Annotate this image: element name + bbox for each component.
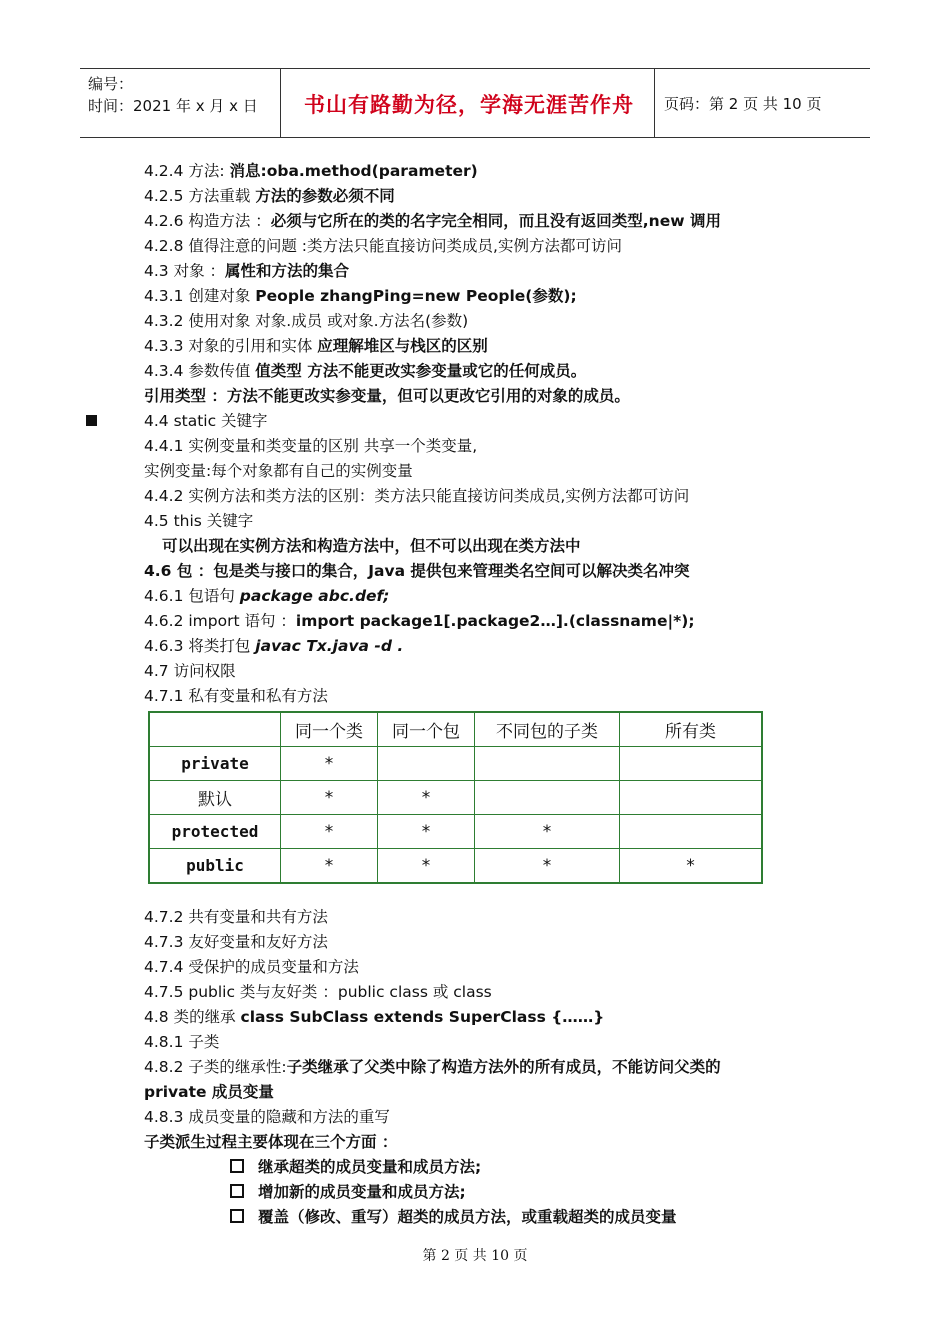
table-cell: * bbox=[281, 815, 378, 849]
text-line: 4.8.3 成员变量的隐藏和方法的重写 bbox=[144, 1108, 390, 1126]
text-line: 子类派生过程主要体现在三个方面 ： bbox=[144, 1133, 398, 1151]
text-line: 4.8.1 子类 bbox=[144, 1033, 220, 1051]
checkbox-square-icon bbox=[230, 1209, 244, 1223]
header-page-number: 页码：第 2 页 共 10 页 bbox=[664, 95, 822, 113]
table-row-label: public bbox=[149, 849, 281, 884]
page-header bbox=[80, 68, 870, 138]
text-line: 4.7.5 public 类与友好类 ：public class 或 class bbox=[144, 983, 492, 1001]
table-row bbox=[149, 815, 762, 849]
table-row-label: 默认 bbox=[149, 781, 281, 815]
table-cell bbox=[620, 815, 763, 849]
table-header-row bbox=[149, 712, 762, 747]
text-line: private 成员变量 bbox=[144, 1083, 274, 1101]
table-cell: * bbox=[475, 815, 620, 849]
table-cell: * bbox=[620, 849, 763, 884]
table-cell: * bbox=[281, 849, 378, 884]
text-line: 实例变量:每个对象都有自己的实例变量 bbox=[144, 462, 413, 480]
text-line: 4.8.2 子类的继承性:子类继承了父类中除了构造方法外的所有成员，不能访问父类的 bbox=[144, 1058, 721, 1076]
text-line: 4.3.1 创建对象 People zhangPing=new People(参数); bbox=[144, 287, 577, 305]
table-cell bbox=[475, 747, 620, 781]
table-cell: * bbox=[475, 849, 620, 884]
text-line: 4.7.4 受保护的成员变量和方法 bbox=[144, 958, 359, 976]
table-cell: * bbox=[378, 849, 475, 884]
header-time: 时间：2021 年 x 月 x 日 bbox=[88, 97, 258, 115]
header-divider bbox=[280, 69, 281, 137]
text-line: 4.5 this 关键字 bbox=[144, 512, 254, 530]
table-cell: * bbox=[378, 781, 475, 815]
page-footer: 第 2 页 共 10 页 bbox=[422, 1248, 528, 1264]
table-row-label: private bbox=[149, 747, 281, 781]
list-item: 继承超类的成员变量和成员方法; bbox=[230, 1156, 481, 1178]
table-cell: * bbox=[281, 747, 378, 781]
text-line: 4.4.2 实例方法和类方法的区别：类方法只能直接访问类成员,实例方法都可访问 bbox=[144, 487, 690, 505]
text-line: 4.3.3 对象的引用和实体 应理解堆区与栈区的区别 bbox=[144, 337, 488, 355]
access-permission-table bbox=[148, 711, 763, 884]
text-line: 4.4.1 实例变量和类变量的区别 共享一个类变量, bbox=[144, 437, 478, 455]
square-bullet-icon bbox=[86, 415, 97, 426]
table-cell: * bbox=[378, 815, 475, 849]
table-cell bbox=[378, 747, 475, 781]
table-cell bbox=[620, 747, 763, 781]
table-header-cell: 不同包的子类 bbox=[475, 712, 620, 747]
text-line: 4.6.3 将类打包 javac Tx.java -d . bbox=[144, 637, 404, 655]
table-row bbox=[149, 849, 762, 884]
text-line: 4.7 访问权限 bbox=[144, 662, 236, 680]
text-line: 4.2.5 方法重载 方法的参数必须不同 bbox=[144, 187, 395, 205]
list-item: 覆盖（修改、重写）超类的成员方法，或重载超类的成员变量 bbox=[230, 1206, 677, 1228]
table-row bbox=[149, 781, 762, 815]
checkbox-square-icon bbox=[230, 1184, 244, 1198]
table-header-cell: 同一个类 bbox=[281, 712, 378, 747]
table-cell: * bbox=[281, 781, 378, 815]
text-line: 4.3 对象 ：属性和方法的集合 bbox=[144, 262, 350, 280]
table-header-cell bbox=[149, 712, 281, 747]
text-line: 4.4 static 关键字 bbox=[144, 412, 268, 430]
table-row-label: protected bbox=[149, 815, 281, 849]
text-line: 4.6 包 ：包是类与接口的集合，Java 提供包来管理类名空间可以解决类名冲突 bbox=[144, 562, 690, 580]
text-line: 引用类型 ：方法不能更改实参变量，但可以更改它引用的对象的成员。 bbox=[144, 387, 630, 405]
text-line: 4.7.2 共有变量和共有方法 bbox=[144, 908, 328, 926]
table-cell bbox=[620, 781, 763, 815]
text-line: 4.6.1 包语句 package abc.def; bbox=[144, 587, 390, 605]
header-number: 编号： bbox=[88, 75, 134, 93]
text-line: 4.2.6 构造方法 ：必须与它所在的类的名字完全相同，而且没有返回类型,new 调用 bbox=[144, 212, 721, 230]
checkbox-square-icon bbox=[230, 1159, 244, 1173]
text-line: 4.3.2 使用对象 对象.成员 或对象.方法名(参数) bbox=[144, 312, 469, 330]
text-line: 4.2.4 方法: 消息:oba.method(parameter) bbox=[144, 162, 478, 180]
header-divider bbox=[654, 69, 655, 137]
text-line: 4.3.4 参数传值 值类型 方法不能更改实参变量或它的任何成员。 bbox=[144, 362, 587, 380]
header-meta bbox=[88, 73, 258, 117]
text-line: 4.8 类的继承 class SubClass extends SuperClass {……} bbox=[144, 1008, 605, 1026]
table-row bbox=[149, 747, 762, 781]
table-header-cell: 所有类 bbox=[620, 712, 763, 747]
list-item: 增加新的成员变量和成员方法; bbox=[230, 1181, 466, 1203]
table-header-cell: 同一个包 bbox=[378, 712, 475, 747]
header-motto: 书山有路勤为径，学海无涯苦作舟 bbox=[304, 93, 634, 117]
text-line: 4.2.8 值得注意的问题 :类方法只能直接访问类成员,实例方法都可访问 bbox=[144, 237, 622, 255]
text-line: 4.7.1 私有变量和私有方法 bbox=[144, 687, 328, 705]
table-cell bbox=[475, 781, 620, 815]
text-line: 可以出现在实例方法和构造方法中，但不可以出现在类方法中 bbox=[162, 537, 581, 555]
text-line: 4.7.3 友好变量和友好方法 bbox=[144, 933, 328, 951]
text-line: 4.6.2 import 语句 ：import package1[.package2…].(classname|*); bbox=[144, 612, 695, 630]
